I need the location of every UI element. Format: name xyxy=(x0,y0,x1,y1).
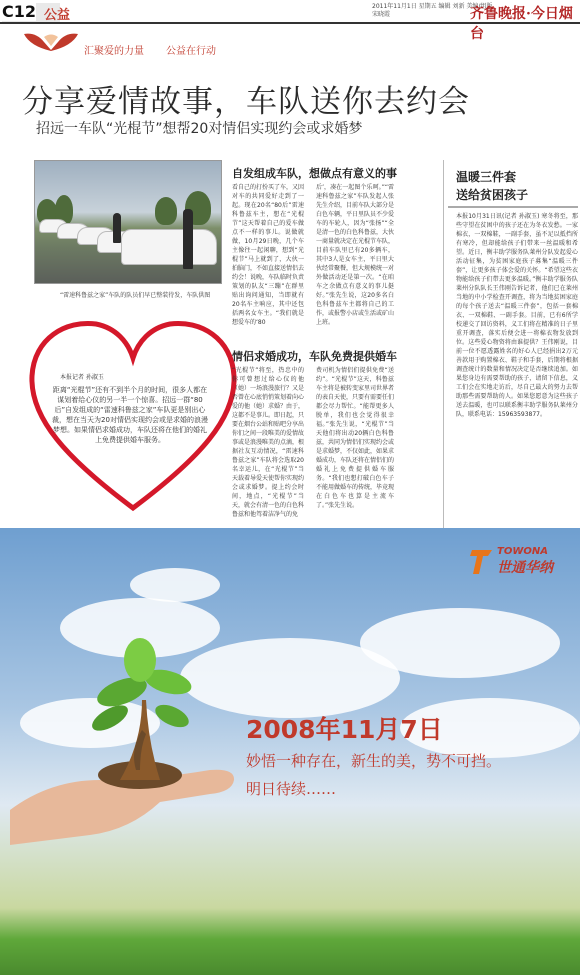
ad-teaser: 明日待续…… xyxy=(246,780,337,798)
dateline: 2011年11月1日 星期五 编辑 刘新 美编/组版 宋晓霞 xyxy=(372,3,493,18)
page-number: C12 xyxy=(2,2,37,21)
section-heading-2: 情侣求婚成功，车队免费提供婚车 xyxy=(232,350,397,363)
brand-name-cn: 世通华纳 xyxy=(497,560,553,576)
article-column-1: 看自己的打扮买了车，又因对车的共同爱好走到了一起。现在20名“80后”雷速科鲁兹车主，想在“光棍节”这天帮着自己的爱车做点不一样的事儿。说做就做，10月29日晚，几个车主像往一起闲聊，想到“光棍节”马上就到了，大伙一拍脑门，不如直接送情侣去约会！说晚，车队临时负责策划的队友“三蹦”在群里贴出询问通知，当即就有20名车主响应，其中还包括两名女车主。“我们就是想爱车的‘80 xyxy=(232,184,305,326)
column-divider xyxy=(443,160,444,528)
section-heading-1: 自发组成车队，想做点有意义的事 xyxy=(232,167,397,180)
sidebar-heading-2: 送给贫困孩子 xyxy=(456,188,529,202)
seedling-in-hand-icon xyxy=(10,630,250,860)
lead-paragraph: 距离“光棍节”还有不到半个月的时间，很多人都在谋划着给心仪的另一半一个惊喜。招远一群“80后”自发组成的“雷速科鲁兹之家”车队更是别出心裁，想在当天为20对情侣实现约会或是求婚的浪漫梦想。如果情侣求婚成功，车队还将在他们的婚礼上免费提供婚车服务。 xyxy=(52,386,208,444)
subheadline: 招远一车队“光棍节”想帮20对情侣实现约会或求婚梦 xyxy=(36,121,363,137)
ad-tagline: 妙悟一种存在，新生的美，势不可挡。 xyxy=(246,752,502,770)
sidebar-article: 本报10月31日讯(记者 孙淑玉) 寒冬将至，那些守望在贫困中的孩子还在为冬衣发愁。一家棉衣，一双棉鞋，一副手套，虽不足以抵挡所有寒冷，但却能给孩子们带来一丝温暖和希望。近日，衡丰助学服务队莱州分队发起爱心活动征集，为贫困家庭孩子募集“温暖三件套”，让更多孩子体会爱的关怀。“希望这些衣物能给孩子们带去更多温暖。”衡丰助学服务队莱州分队队长王伟刚告诉记者，他们已在莱州当地的中小学检查开调查，将为当地贫困家庭的每个孩子送去“温暖三件套”，包括一套棉衣、一双棉鞋、一副手套。目前，已有6所学校递交了回访资料，义工们将在精准的日子里重开调查，落实后便会进一将棉衣物发放到位。这些爱心物资将由谁提供？王伟刚说，目前一位不愿透露姓名的好心人已经捐出2万元善款用于购置棉衣、鞋子和手套，后期将根据调查统计的数量和情况决定是否继续追加。如果您身边有需要帮助的孩子，请留下信息，义工们会在实地走访后，尽自己最大的努力去帮助那些需要帮助的人。如果您愿意为这些孩子送去温暖，也可以联系衡丰助学服务队莱州分队，联系电话：15963593877。 xyxy=(456,213,578,418)
reporter-byline: 本报记者 孙淑玉 xyxy=(60,374,104,381)
ad-date: 2008年11月7日 xyxy=(246,715,443,744)
article-column-2: 后’，凑在一起图个乐呵。”“雷速科鲁兹之家”车队发起人张先生介绍，目前车队大部分是白色车辆，平日里队员不少爱车的车轮人，因为“张扬”“全是清一色的白色科鲁兹，大伙一商量就决定在光棍节车队，目前车队里已有20多辆车，其中3人是女车主，平日里大伙经常聚餐，但大规模统一对外做活动还是第一次。“在咱车之余做点有意义的事儿挺好。”张先生说，这20多名白色科鲁兹车主都将自己的工作，或报警小店或生活或矿山上班。 xyxy=(316,184,395,326)
headline: 分享爱情故事，车队送你去约会 xyxy=(22,84,470,120)
hands-heart-logo-icon xyxy=(22,30,80,52)
banner-slogan-1: 汇聚爱的力量 xyxy=(84,46,144,57)
brand-name-en: TOWONA xyxy=(497,546,548,557)
photo-caption: “雷速科鲁兹之家”车队的队员们早已整装待发，车队供图 xyxy=(60,292,211,299)
news-photo xyxy=(34,160,222,284)
section-name: 公益 xyxy=(44,8,71,23)
sidebar-heading-1: 温暖三件套 xyxy=(456,170,517,184)
article-column-4: 费司机为情侣们提供免费“送约”。“光棍节”这天，科鲁兹车主将是被转变家里司世界者的表自天使，只要有需要任们都会尽力帮忙。“能帮更多人脱单，我们也会觉得很幸福。”张先生说，“光棍节”当天他们将出动20辆白色科鲁兹，共同为情侣们实现约会或是求婚梦，不仅如此，如果求婚成功，车队还将在情侣们的婚礼上免费提供婚车服务。“我们也想打破白色车子不能用做婚车的传统，毕竟现在白色车也算是主流车了。”张先生说。 xyxy=(316,367,395,509)
banner-slogan-2: 公益在行动 xyxy=(166,46,216,57)
newspaper-name: 齐鲁晚报·今日烟台 xyxy=(470,6,573,42)
article-column-3: “光棍节”将至，热忠中的你可曾想过给心仪的他（她）一场浪漫旅行？又是否曾在心底悄悄策划着向心爱的他（她）求婚？由于，这都不是事儿。即日起，只要在烟台公站和贴吧分享出你们之间一段唯美的爱情故事或是浪漫唯美的点滴，根据社友互动情况，“雷速科鲁兹之家”车队将会选取20名幸运儿，在“光棍节”当天载着导爱天使帮你实现约会或求婚梦。提上约会时间，地点，“光棍节”当天，就会有清一色的白色科鲁兹和他驾着洁净气的免 xyxy=(232,367,305,518)
